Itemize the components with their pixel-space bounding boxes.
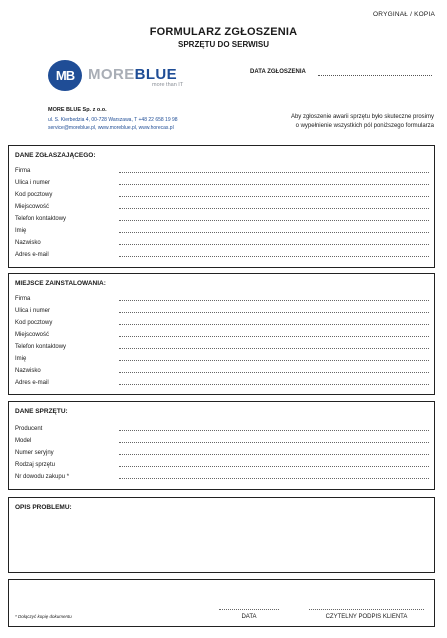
field-row [15, 175, 429, 187]
field-input[interactable] [119, 372, 429, 373]
company-name: MORE BLUE Sp. z o.o. [48, 107, 107, 113]
field-row [15, 235, 429, 247]
signature-section [8, 579, 435, 627]
field-row [15, 223, 429, 235]
field-input[interactable] [119, 256, 429, 257]
logo-wordmark [88, 66, 177, 83]
installation-section [8, 273, 435, 395]
field-row [15, 163, 429, 175]
field-row [15, 199, 429, 211]
date-field[interactable] [219, 609, 279, 610]
field-row [15, 363, 429, 375]
field-label: Nazwisko [15, 240, 41, 246]
form-subtitle: SPRZĘTU DO SERWISU [178, 40, 269, 49]
field-input[interactable] [119, 384, 429, 385]
report-date-field[interactable] [318, 75, 432, 76]
field-row [15, 375, 429, 387]
field-input[interactable] [119, 348, 429, 349]
field-label: Numer seryjny [15, 450, 54, 456]
field-label: Firma [15, 296, 31, 302]
field-row [15, 339, 429, 351]
field-label: Telefon kontaktowy [15, 344, 67, 350]
footnote: * Dołączyć kopię dokumentu [15, 614, 72, 619]
field-row [15, 469, 429, 481]
date-label: DATA [241, 614, 257, 620]
field-input[interactable] [119, 300, 429, 301]
field-input[interactable] [119, 336, 429, 337]
field-input[interactable] [119, 360, 429, 361]
field-label: Model [15, 438, 32, 444]
field-row [15, 247, 429, 259]
field-row [15, 351, 429, 363]
field-label: Imię [15, 228, 27, 234]
field-label: Rodzaj sprzętu [15, 462, 56, 468]
field-label: Producent [15, 426, 43, 432]
field-label: Ulica i numer [15, 180, 51, 186]
field-label: Nazwisko [15, 368, 41, 374]
logo-word-blue: BLUE [134, 66, 178, 83]
form-notice [291, 113, 434, 131]
field-label: Adres e-mail [15, 380, 49, 386]
field-input[interactable] [119, 172, 429, 173]
field-label: Telefon kontaktowy [15, 216, 67, 222]
field-input[interactable] [119, 430, 429, 431]
company-address: ul. S. Kierbedzia 4, 00-728 Warszawa, T +48 22 658 19 98 [48, 117, 178, 123]
field-input[interactable] [119, 220, 429, 221]
field-input[interactable] [119, 312, 429, 313]
problem-section [8, 497, 435, 573]
notice-line-1: Aby zgłoszenie awarii sprzętu było skuteczne prosimy [290, 114, 434, 120]
field-input[interactable] [119, 478, 429, 479]
field-row [15, 327, 429, 339]
field-label: Firma [15, 168, 31, 174]
field-input[interactable] [119, 196, 429, 197]
field-input[interactable] [119, 442, 429, 443]
logo-word-more: MORE [88, 66, 135, 83]
field-row [15, 421, 429, 433]
field-label: Adres e-mail [15, 252, 49, 258]
form-title: FORMULARZ ZGŁOSZENIA [149, 26, 298, 38]
field-label: Kod pocztowy [15, 192, 53, 198]
field-row [15, 433, 429, 445]
logo-tagline: more than IT [152, 82, 184, 88]
report-date-label: DATA ZGŁOSZENIA [250, 69, 306, 75]
signature-field[interactable] [309, 609, 424, 610]
copy-tag: ORYGINAŁ / KOPIA [373, 11, 435, 18]
logo-mark-icon: MB [48, 60, 82, 91]
field-label: Imię [15, 356, 27, 362]
field-input[interactable] [119, 208, 429, 209]
company-contacts: service@moreblue.pl, www.moreblue.pl, www.horecas.pl [48, 125, 174, 131]
field-label: Miejscowość [15, 332, 50, 338]
company-logo [48, 60, 208, 92]
field-input[interactable] [119, 466, 429, 467]
field-row [15, 187, 429, 199]
reporter-section [8, 145, 435, 268]
section-title: DANE SPRZĘTU: [15, 408, 68, 415]
section-title: MIEJSCE ZAINSTALOWANIA: [15, 280, 106, 287]
section-title: DANE ZGŁASZAJĄCEGO: [15, 152, 96, 159]
signature-label: CZYTELNY PODPIS KLIENTA [325, 614, 408, 620]
field-input[interactable] [119, 244, 429, 245]
field-label: Nr dowodu zakupu * [15, 474, 70, 480]
field-input[interactable] [119, 232, 429, 233]
equipment-section [8, 401, 435, 490]
field-row [15, 211, 429, 223]
field-row [15, 315, 429, 327]
field-row [15, 457, 429, 469]
notice-line-2: o wypełnienie wszystkich pól poniższego formularza [295, 123, 434, 129]
field-label: Miejscowość [15, 204, 50, 210]
field-input[interactable] [119, 184, 429, 185]
field-input[interactable] [119, 454, 429, 455]
field-row [15, 445, 429, 457]
field-label: Ulica i numer [15, 308, 51, 314]
field-label: Kod pocztowy [15, 320, 53, 326]
field-input[interactable] [119, 324, 429, 325]
section-title: OPIS PROBLEMU: [15, 504, 72, 511]
field-row [15, 291, 429, 303]
field-row [15, 303, 429, 315]
problem-description-field[interactable] [15, 516, 428, 566]
